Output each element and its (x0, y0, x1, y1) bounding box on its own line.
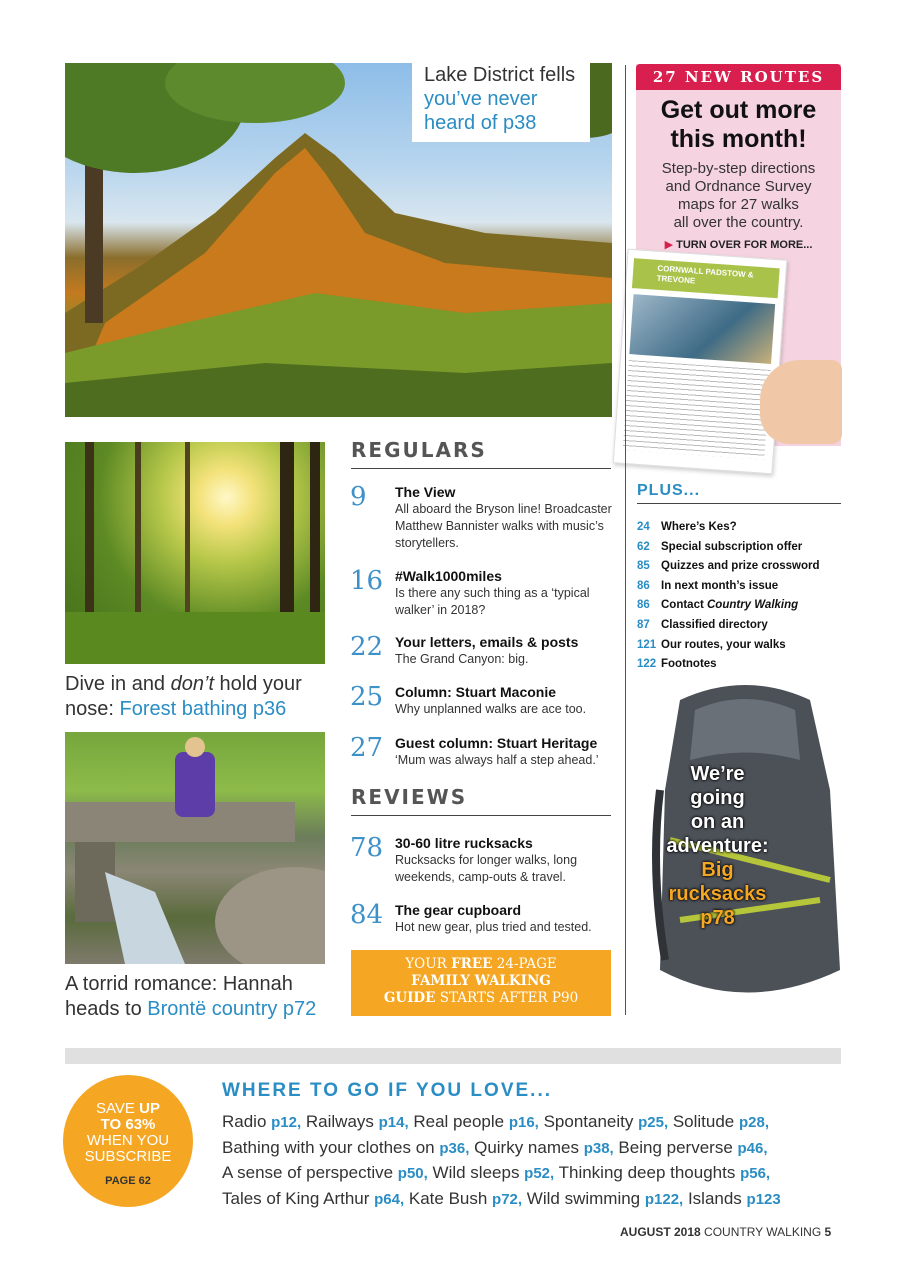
caption-line: adventure: (666, 835, 769, 857)
banner-text: 24-PAGE (492, 956, 557, 972)
page-ref[interactable]: p14, (378, 1114, 409, 1131)
page-ref[interactable]: p36, (439, 1139, 470, 1157)
topic: Kate Bush (404, 1188, 493, 1208)
entry-desc: ‘Mum was always half a step ahead.’ (395, 753, 599, 767)
plus-label: Special subscription offer (661, 541, 803, 553)
plus-label-emphasis: Country Walking (707, 599, 799, 611)
forest-bathing-photo (65, 442, 325, 664)
plus-label: Quizzes and prize crossword (661, 560, 820, 572)
entry-title: The gear cupboard (395, 902, 522, 918)
rucksack-caption[interactable] (655, 762, 780, 930)
page-ref[interactable]: p50, (397, 1165, 428, 1182)
banner-text: YOUR (405, 956, 452, 972)
section-divider-band (65, 1048, 841, 1064)
reviews-rule (351, 815, 611, 816)
topic: Wild swimming (522, 1188, 645, 1208)
plus-item[interactable] (637, 618, 768, 632)
banner-text: STARTS AFTER P90 (435, 990, 579, 1006)
column-divider (625, 65, 626, 1015)
entry-title: #Walk1000miles (395, 568, 502, 584)
entry-title: 30-60 litre rucksacks (395, 835, 533, 851)
banner-line (351, 956, 611, 973)
page-number: 9 (350, 482, 367, 512)
page-number: 87 (637, 619, 650, 631)
plus-item[interactable] (637, 520, 737, 534)
page-number: 122 (637, 658, 657, 670)
hero-caption-line: Lake District fells (424, 64, 576, 86)
footer-date: AUGUST 2018 (620, 1225, 701, 1239)
where-to-go-heading: WHERE TO GO IF YOU LOVE... (222, 1080, 552, 1101)
plus-label: Contact (661, 599, 707, 611)
hand-holding-card (760, 360, 842, 444)
caption-line: p78 (700, 907, 735, 929)
regulars-rule (351, 468, 611, 469)
page-number: 22 (350, 632, 384, 662)
badge-bold: UP (139, 1100, 160, 1117)
entry-title: Your letters, emails & posts (395, 634, 579, 650)
caption-line: rucksacks (668, 883, 767, 905)
page-number: 86 (637, 599, 650, 611)
hero-caption-line: you’ve never (424, 88, 538, 110)
topic: Being perverse (613, 1137, 738, 1157)
body-line: all over the country. (673, 214, 804, 231)
page-ref[interactable]: p72, (492, 1190, 523, 1208)
forest-bathing-link[interactable]: Forest bathing p36 (119, 698, 287, 720)
family-walking-guide-banner[interactable] (351, 950, 611, 1016)
plus-item[interactable] (637, 638, 786, 652)
topic: Thinking deep thoughts (554, 1163, 741, 1182)
subscribe-badge[interactable] (63, 1075, 193, 1207)
page-ref[interactable]: p16, (508, 1114, 539, 1131)
entry-desc: The Grand Canyon: big. (395, 652, 529, 666)
topic: Railways (301, 1112, 379, 1131)
banner-bold: GUIDE (383, 990, 436, 1006)
title-line: this month! (670, 125, 807, 153)
regulars-heading: REGULARS (351, 438, 487, 462)
page-ref[interactable]: p52, (524, 1165, 555, 1182)
page-ref[interactable]: p38, (583, 1139, 614, 1157)
topic: Islands (683, 1188, 747, 1208)
body-line: Step-by-step directions (661, 160, 816, 177)
entry-title: Guest column: Stuart Heritage (395, 735, 598, 751)
plus-label: In next month’s issue (661, 580, 779, 592)
badge-line (63, 1117, 193, 1133)
banner-line (351, 990, 611, 1007)
page-ref[interactable]: p12, (271, 1114, 302, 1131)
plus-heading: PLUS... (637, 482, 701, 499)
page-number: 85 (637, 560, 650, 572)
new-routes-header: 27 NEW ROUTES (636, 64, 841, 90)
page-number: 78 (350, 833, 384, 863)
caption-text: nose: (65, 698, 120, 720)
play-arrow-icon: ▶ (664, 239, 674, 251)
contents-entry[interactable] (350, 482, 615, 550)
page-number: 121 (637, 639, 657, 651)
entry-title: The View (395, 484, 456, 500)
topic: Radio (222, 1112, 272, 1131)
plus-label: Where’s Kes? (661, 521, 737, 533)
page-number: 27 (350, 733, 384, 763)
badge-line: WHEN YOU (86, 1132, 170, 1149)
plus-label: Classified directory (661, 619, 768, 631)
caption-line: We’re (690, 763, 745, 785)
badge-bold: TO 63% (100, 1116, 156, 1133)
bronte-country-photo (65, 732, 325, 964)
topic: Solitude (668, 1112, 739, 1131)
topic: Quirky names (469, 1137, 584, 1157)
caption-text: hold your (214, 673, 302, 695)
page-ref[interactable]: p64, (374, 1190, 405, 1208)
mag-card-band: CORNWALL PADSTOW & TREVONE (632, 258, 780, 298)
entry-desc: Why unplanned walks are ace too. (395, 702, 587, 716)
caption-line: going (690, 787, 745, 809)
reviews-heading: REVIEWS (351, 785, 468, 809)
entry-desc: Rucksacks for longer walks, long weekends, camp-outs & travel. (395, 853, 578, 884)
caption-text: heads to (65, 998, 148, 1020)
page-number: 86 (637, 580, 650, 592)
plus-item[interactable] (637, 579, 778, 593)
hero-caption-link[interactable]: heard of p38 (424, 112, 537, 134)
page-ref[interactable]: p25, (638, 1114, 669, 1131)
page-ref[interactable]: p28, (739, 1114, 770, 1131)
page-ref[interactable]: p46, (737, 1139, 768, 1157)
entry-title: Column: Stuart Maconie (395, 684, 557, 700)
topic: A sense of perspective (222, 1163, 398, 1182)
entry-desc: All aboard the Bryson line! Broadcaster Matthew Bannister walks with music’s storytellers. (395, 502, 612, 550)
new-routes-title (636, 96, 841, 154)
where-to-go-list (222, 1110, 832, 1212)
contents-entry[interactable] (350, 568, 615, 628)
mag-card-photo (629, 294, 775, 364)
caption-text: A torrid romance: Hannah (65, 973, 293, 995)
topic: Bathing with your clothes on (222, 1137, 440, 1157)
page-number: 24 (637, 521, 650, 533)
plus-label: Footnotes (661, 658, 717, 670)
topic: Real people (408, 1112, 509, 1131)
badge-page: PAGE 62 (105, 1175, 151, 1187)
badge-line (63, 1101, 193, 1117)
turn-over-label: TURN OVER FOR MORE... (676, 239, 813, 251)
body-line: maps for 27 walks (678, 196, 799, 213)
caption-line: Big (701, 859, 734, 881)
magazine-route-card-image (613, 249, 788, 475)
footer-page-number: 5 (824, 1225, 832, 1239)
body-line: and Ordnance Survey (665, 178, 812, 195)
page-footer (620, 1225, 831, 1239)
caption-line: on an (690, 811, 745, 833)
page-ref[interactable]: p56, (740, 1165, 771, 1182)
page-number: 62 (637, 541, 650, 553)
banner-bold: FREE (451, 956, 493, 972)
page-ref[interactable]: p123 (746, 1190, 781, 1208)
topic: Tales of King Arthur (222, 1188, 375, 1208)
forest-caption (65, 672, 325, 722)
plus-item[interactable] (637, 598, 798, 612)
entry-desc: Is there any such thing as a ‘typical walker’ in 2018? (395, 586, 590, 617)
contents-entry[interactable] (350, 835, 615, 895)
caption-text: Dive in and (65, 673, 171, 695)
page-ref[interactable]: p122, (644, 1190, 684, 1208)
hero-caption (412, 63, 590, 142)
plus-label: Our routes, your walks (661, 639, 786, 651)
page-number: 84 (350, 900, 384, 930)
plus-item[interactable] (637, 540, 802, 554)
badge-line: SUBSCRIBE (84, 1148, 172, 1165)
page-number: 16 (350, 566, 384, 596)
topic: Wild sleeps (427, 1163, 525, 1182)
bronte-caption (65, 972, 345, 1022)
topic: Spontaneity (538, 1112, 639, 1131)
banner-line (351, 973, 611, 990)
page-number: 25 (350, 682, 384, 712)
bronte-country-link[interactable]: Brontë country p72 (147, 998, 317, 1020)
entry-desc: Hot new gear, plus tried and tested. (395, 920, 592, 934)
footer-magazine: COUNTRY WALKING (704, 1225, 822, 1239)
mag-card-text-lines (623, 360, 771, 460)
badge-text: SAVE (96, 1100, 140, 1117)
title-line: Get out more (660, 96, 817, 124)
banner-bold: FAMILY WALKING (411, 973, 551, 989)
caption-emphasis: don’t (170, 673, 214, 695)
plus-rule (637, 503, 841, 504)
new-routes-body (636, 160, 841, 232)
plus-item[interactable] (637, 559, 819, 573)
turn-over-link[interactable] (636, 238, 841, 251)
plus-item[interactable] (637, 657, 717, 671)
